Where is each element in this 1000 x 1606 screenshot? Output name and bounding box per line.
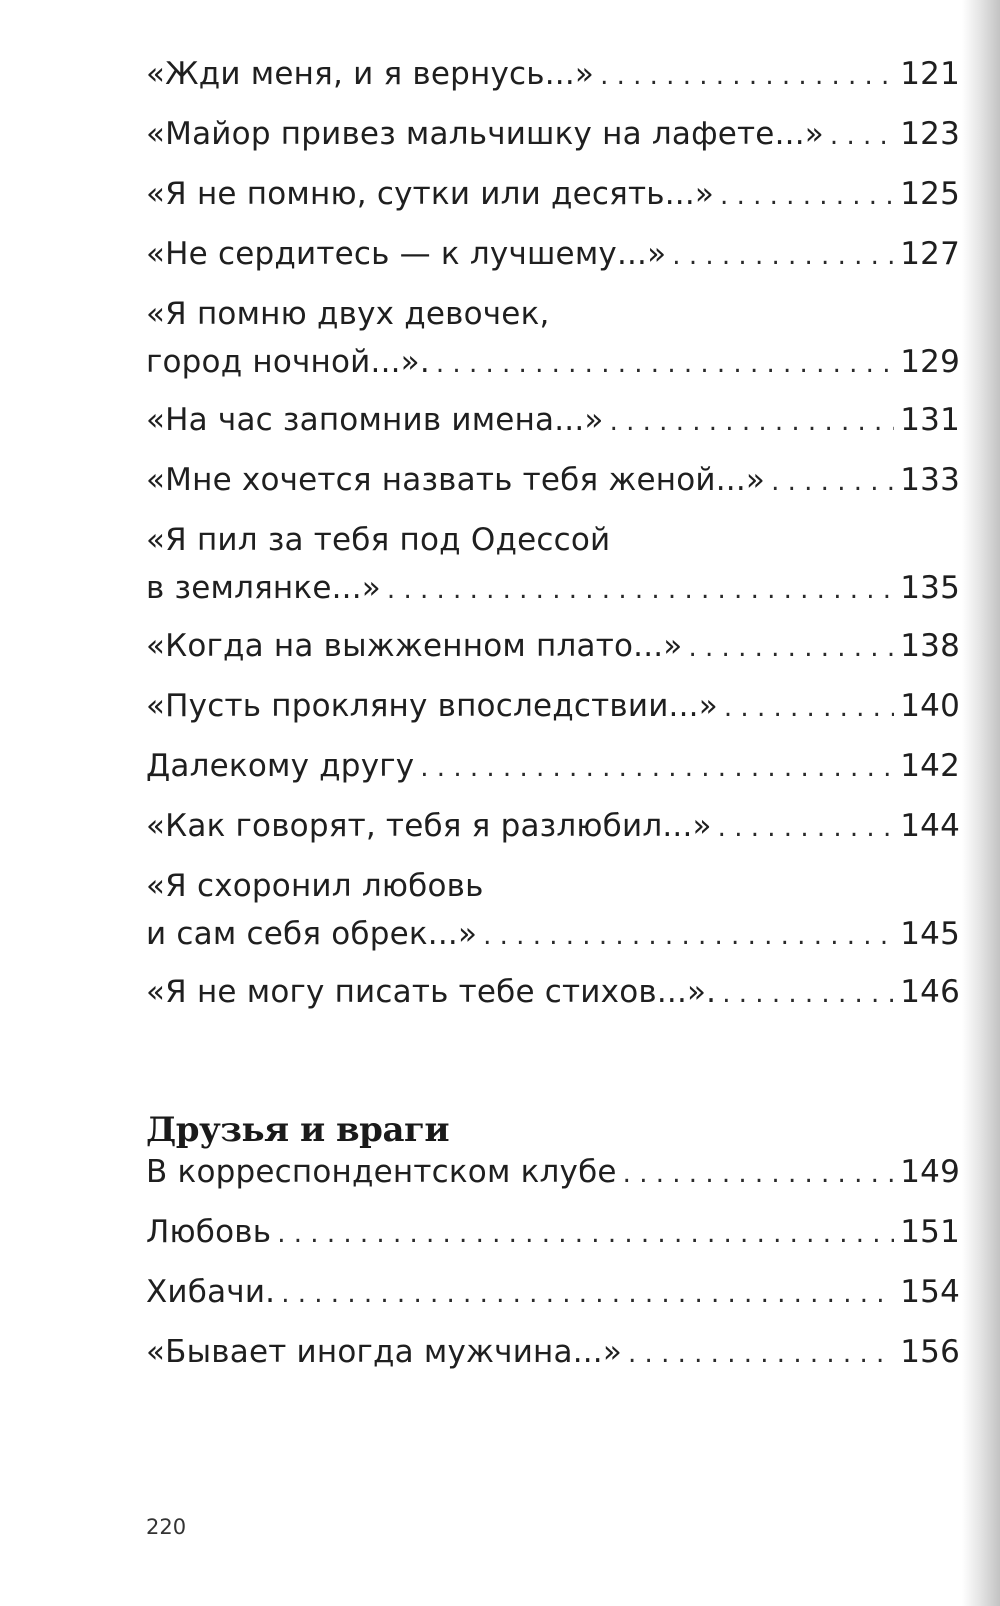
toc-entry [146, 110, 960, 160]
toc-entry [146, 622, 960, 672]
toc-leader-dots [281, 1270, 894, 1318]
toc-entry-page: 145 [900, 916, 960, 952]
toc-entry-page: 138 [900, 628, 960, 664]
toc-entry-title: и сам себя обрек...» [146, 916, 478, 952]
toc-entry-title: В корреспондентском клубе [146, 1154, 617, 1190]
toc-entry [146, 802, 960, 852]
toc-leader-dots [483, 912, 894, 960]
toc-entry-title: «Я не помню, сутки или десять...» [146, 176, 715, 212]
toc-entry-title: «Когда на выжженном плато...» [146, 628, 683, 664]
toc-entry-title: «Не сердитесь — к лучшему...» [146, 236, 667, 272]
toc-entry-page: 129 [900, 344, 960, 380]
toc-entry-title: «Майор привез мальчишку на лафете...» [146, 116, 824, 152]
toc-entry-title: «Как говорят, тебя я разлюбил...» [146, 808, 712, 844]
toc-entry [146, 230, 960, 280]
toc-entry-title: «На час запомнив имена...» [146, 402, 604, 438]
toc-entry-page: 151 [900, 1214, 960, 1250]
toc-entry-title: Любовь [146, 1214, 272, 1250]
toc-leader-dots [672, 232, 894, 280]
toc-entry-page: 144 [900, 808, 960, 844]
toc-entry-page: 135 [900, 570, 960, 606]
toc-entry [146, 50, 960, 100]
toc-entry-title: «Я не могу писать тебе стихов...». [146, 974, 717, 1010]
toc-leader-dots [600, 52, 894, 100]
toc-entry [146, 290, 960, 388]
toc-entry [146, 682, 960, 732]
toc-entry-page: 131 [900, 402, 960, 438]
toc-entry [146, 396, 960, 446]
toc-leader-dots [436, 340, 894, 388]
toc-leader-dots [623, 1150, 895, 1198]
toc-leader-dots [830, 112, 894, 160]
toc-leader-dots [771, 458, 894, 506]
toc-entry [146, 170, 960, 220]
toc-entry [146, 968, 960, 1018]
toc-entry-title: «Мне хочется назвать тебя женой...» [146, 462, 766, 498]
toc-leader-dots [688, 624, 894, 672]
page-number: 220 [146, 1515, 187, 1539]
toc-entry-page: 133 [900, 462, 960, 498]
toc-entry-title: город ночной...». [146, 344, 430, 380]
toc-entry-page: 149 [900, 1154, 960, 1190]
toc-leader-dots [277, 1210, 894, 1258]
toc-entry-page: 154 [900, 1274, 960, 1310]
toc-entry-page: 156 [900, 1334, 960, 1370]
toc-entry-page: 121 [900, 56, 960, 92]
toc-leader-dots [718, 804, 895, 852]
toc-entry [146, 1148, 960, 1198]
toc-entry-title: в землянке...» [146, 570, 381, 606]
toc-entry-page: 140 [900, 688, 960, 724]
toc-entry-title: Хибачи. [146, 1274, 276, 1310]
toc-entry [146, 742, 960, 792]
toc-leader-dots [420, 744, 894, 792]
page-edge-shadow [962, 0, 1000, 1606]
toc-entry-title-line1: «Я помню двух девочек, [146, 296, 550, 332]
toc-entry-page: 142 [900, 748, 960, 784]
toc-entry-title-line1: «Я схоронил любовь [146, 868, 484, 904]
toc-entry [146, 1208, 960, 1258]
toc-leader-dots [387, 566, 894, 614]
toc-entry-page: 127 [900, 236, 960, 272]
toc-entry-title: «Пусть прокляну впоследствии...» [146, 688, 718, 724]
toc-entry-page: 146 [900, 974, 960, 1010]
toc-leader-dots [724, 684, 894, 732]
toc-entry-page: 123 [900, 116, 960, 152]
toc-entry [146, 456, 960, 506]
toc-entry-page: 125 [900, 176, 960, 212]
toc-entry [146, 1268, 960, 1318]
toc-leader-dots [628, 1330, 894, 1378]
toc-entry [146, 516, 960, 614]
toc-leader-dots [610, 398, 895, 446]
toc-leader-dots [720, 172, 894, 220]
section-heading: Друзья и враги [146, 1110, 450, 1150]
toc-entry [146, 1328, 960, 1378]
toc-leader-dots [722, 970, 894, 1018]
toc-entry [146, 862, 960, 960]
toc-entry-title: Далекому другу [146, 748, 415, 784]
toc-entry-title-line1: «Я пил за тебя под Одессой [146, 522, 611, 558]
toc-entry-title: «Бывает иногда мужчина...» [146, 1334, 623, 1370]
toc-entry-title: «Жди меня, и я вернусь...» [146, 56, 595, 92]
